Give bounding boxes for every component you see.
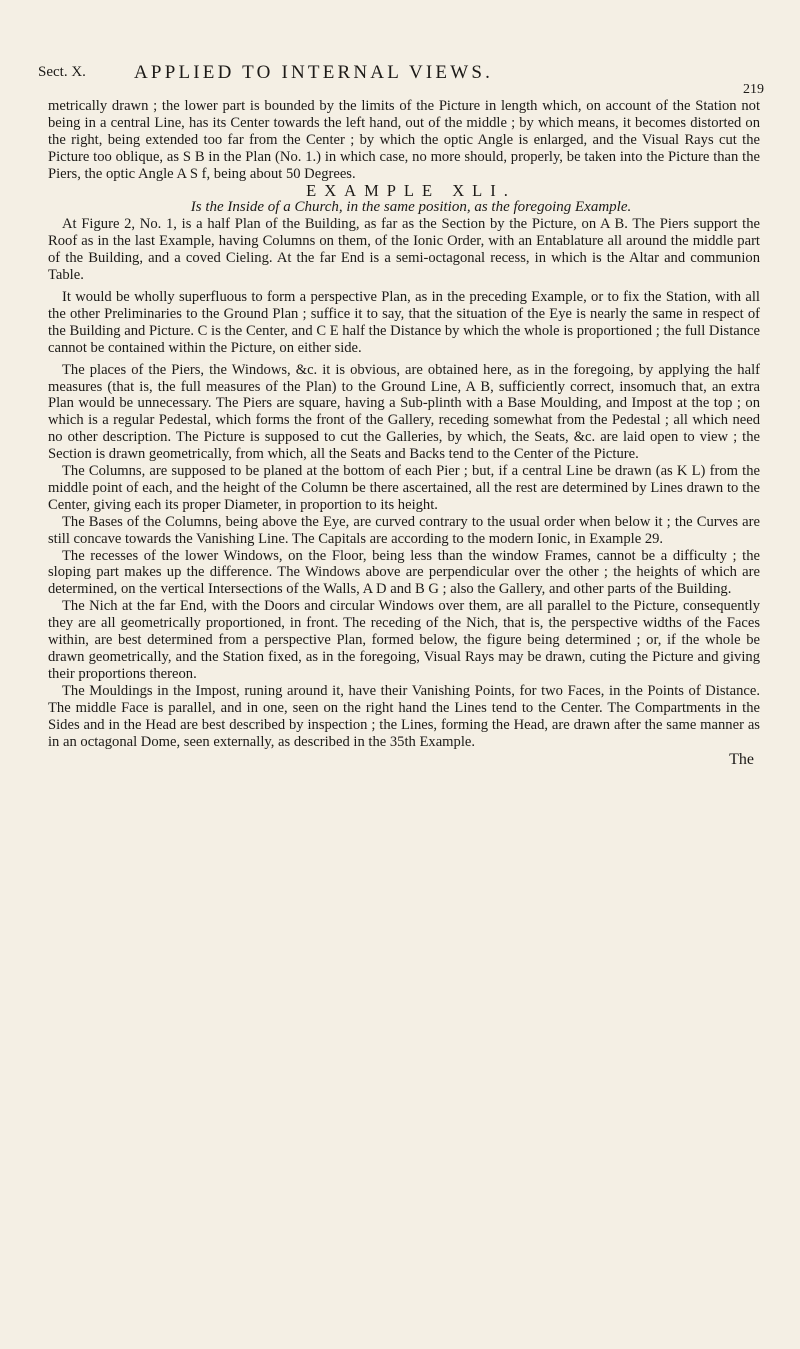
page-number: 219: [743, 82, 764, 97]
section-label: Sect. X.: [38, 64, 86, 80]
example-subheading: Is the Inside of a Church, in the same position, as the foregoing Example.: [190, 199, 632, 216]
running-head: [38, 62, 764, 97]
example-heading: EXAMPLE XLI.: [306, 180, 516, 200]
paragraph-8: The Mouldings in the Impost, runing around it, have their Vanishing Points, for two Faces, in the Points of Distance. The middle Face is parallel, and in one, seen on the right hand the Lines tend to the Center. The Compartments in the Sides and in the Head are best described by inspection ; the Lines, forming the Head, are drawn after the same manner as in an octagonal Dome, seen externally, as described in the 35th Example.: [48, 682, 760, 750]
paragraph-1: At Figure 2, No. 1, is a half Plan of the Building, as far as the Section by the Picture, on A B. The Piers support the Roof as in the last Example, having Columns on them, of the Ionic Order, with an Entablature all around the middle part of the Building, and a coved Cieling. At the far End is a semi-octagonal recess, in which is the Altar and communion Table.: [48, 216, 760, 284]
body-text: [48, 98, 760, 769]
paragraph-4: The Columns, are supposed to be planed at the bottom of each Pier ; but, if a central Line be drawn (as K L) from the middle point of each, and the height of the Column be there ascertained, all the rest are determined by Lines drawn to the Center, giving each its proper Diameter, in proportion to its height.: [48, 463, 760, 513]
paragraph-5: The Bases of the Columns, being above the Eye, are curved contrary to the usual order when below it ; the Curves are still concave towards the Vanishing Line. The Capitals are according to the modern Ionic, in Example 29.: [48, 513, 760, 547]
paragraph-7: The Nich at the far End, with the Doors and circular Windows over them, are all parallel to the Picture, consequently they are all geometrically proportioned, in front. The receding of the Nich, that is, the perspective widths of the Faces within, are best determined from a perspective Plan, formed below, the figure being determined ; or, if the whole be drawn geometrically, and the Station fixed, as in the foregoing, Visual Rays may be drawn, cuting the Picture and giving their proportions thereon.: [48, 598, 760, 682]
intro-paragraph: metrically drawn ; the lower part is bounded by the limits of the Picture in length which, on account of the Station not being in a central Line, has its Center towards the left hand, out of the middle ; by which means, it becomes distorted on the right, being extended too far from the Center ; by which the optic Angle is enlarged, and the Visual Rays cut the Picture too oblique, as S B in the Plan (No. 1.) in which case, no more should, properly, be taken into the Picture than the Piers, the optic Angle A S f, being about 50 Degrees.: [48, 98, 760, 182]
catchword: The: [729, 751, 754, 769]
paragraph-6: The recesses of the lower Windows, on the Floor, being less than the window Frames, cannot be a difficulty ; the sloping part makes up the difference. The Windows above are perpendicular over the other ; the heights of which are determined, on the vertical Intersections of the Walls, A D and B G ; also the Gallery, and other parts of the Building.: [48, 547, 760, 598]
paragraph-2: It would be wholly superfluous to form a perspective Plan, as in the preceding Example, or to fix the Station, with all the other Preliminaries to the Ground Plan ; suffice it to say, that the situation of the Eye is nearly the same in respect of the Building and Picture. C is the Center, and C E half the Distance by which the whole is proportioned ; the full Distance cannot be contained within the Picture, on either side.: [48, 288, 760, 356]
paragraph-3: The places of the Piers, the Windows, &c. it is obvious, are obtained here, as in the foregoing, by applying the half measures (that is, the full measures of the Plan) to the Ground Line, A B, sufficiently correct, insomuch that, an extra Plan would be unnecessary. The Piers are square, having a Sub-plinth with a Base Moulding, and Impost at the top ; on which is a regular Pedestal, which forms the front of the Gallery, receding somewhat from the Pedestal ; all which need no other description. The Picture is supposed to cut the Galleries, by which, the Seats, &c. are laid open to view ; the Section is drawn geometrically, from which, all the Seats and Backs tend to the Center of the Picture.: [48, 361, 760, 463]
running-title: APPLIED TO INTERNAL VIEWS.: [134, 62, 494, 83]
